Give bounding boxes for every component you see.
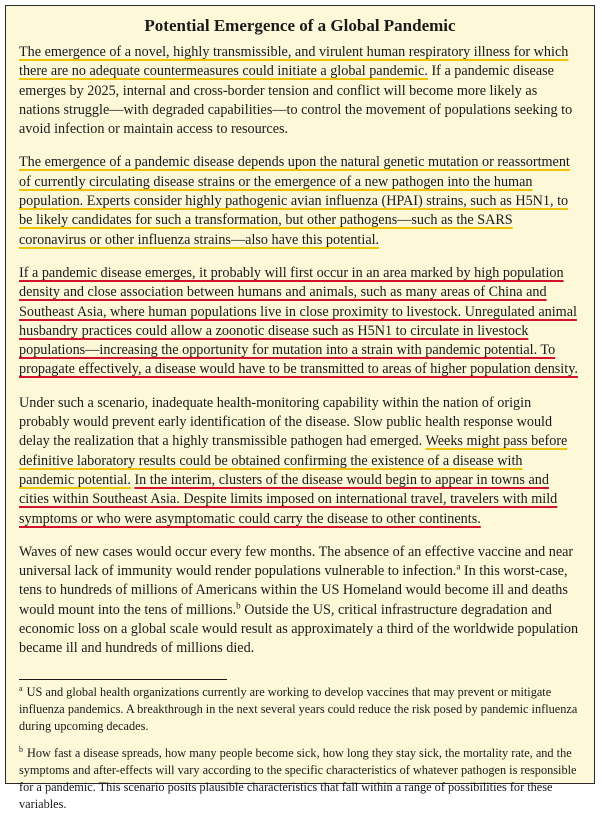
footnote-mark: b [19, 744, 23, 754]
footnote-divider [19, 679, 227, 680]
document-body [19, 43, 581, 659]
body-text: Under such a scenario, inadequate health-monitoring capability within the nation of origin probably would prevent early identification of the disease. Slow public health response would delay the realization that a highly transmissible pathogen had emerged. [19, 394, 553, 450]
footnote [19, 745, 581, 813]
footnote [19, 684, 581, 735]
body-text: Waves of new cases would occur every few months. The absence of an effective vaccine and near universal lack of immunity would render populations vulnerable to infection. [19, 543, 574, 580]
body-text: Outside the US, critical infrastructure degradation and economic loss on a global scale would result as approximately a third of the worldwide population became ill and hundreds of millions died. [19, 601, 579, 657]
footnote-mark: a [19, 683, 23, 693]
highlighted-text-red: In the interim, clusters of the disease would begin to appear in towns and cities within Southeast Asia. Despite limits imposed on international travel, travelers with mild symptoms or who were asymptomatic could carry the disease to other continents. [19, 471, 558, 527]
footnote-text: US and global health organizations currently are working to develop vaccines that may prevent or mitigate influenza pandemics. A breakthrough in the next several years could reduce the risk posed by pandemic influenza during upcoming decades. [19, 684, 578, 733]
page-title: Potential Emergence of a Global Pandemic [144, 16, 456, 35]
highlighted-text-red: If a pandemic disease emerges, it probably will first occur in an area marked by high population density and close association between humans and animals, such as many areas of China and Southeast Asia, where human populations live in close proximity to livestock. Unregulated animal husbandry practices could allow a zoonotic disease such as H5N1 to circulate in livestock populations—increasing the opportunity for mutation into a strain with pandemic potential. To propagate effectively, a disease would have to be transmitted to areas of higher population density. [19, 264, 578, 378]
footnote-text: How fast a disease spreads, how many people become sick, how long they stay sick, the mortality rate, and the symptoms and after-effects will vary according to the specific characteristics of whatever pathogen is responsible for a pandemic. This scenario posits plausible characteristics that fall within a range of possibilities for these variables. [19, 745, 577, 811]
footnote-reference: a [456, 561, 461, 572]
paragraph [19, 543, 581, 659]
highlighted-text-yellow: The emergence of a pandemic disease depends upon the natural genetic mutation or reassortment of currently circulating disease strains or the emergence of a new pathogen into the human population. Experts consider highly pathogenic avian influenza (HPAI) strains, such as H5N1, to be likely candidates for such a transformation, but other pathogens—such as the SARS coronavirus or other influenza strains—also have this potential. [19, 154, 570, 248]
paragraph [19, 43, 581, 139]
paragraph [19, 264, 581, 380]
body-text: In this worst-case, tens to hundreds of millions of Americans within the US Homeland would become ill and deaths would mount into the tens of millions. [19, 563, 568, 618]
highlighted-text-yellow: The emergence of a novel, highly transmissible, and virulent human respiratory illness for which there are no adequate countermeasures could initiate a global pandemic. [19, 44, 569, 80]
document-page [5, 5, 595, 811]
footnotes [19, 684, 581, 813]
highlighted-text-yellow: Weeks might pass before definitive laboratory results could be obtained confirming the existence of a disease with pandemic potential. [19, 433, 568, 488]
paragraph [19, 153, 581, 249]
footnote-reference: b [236, 599, 241, 610]
body-text: If a pandemic disease emerges by 2025, internal and cross-border tension and conflict will become more likely as nations struggle—with degraded capabilities—to control the movement of populations seeking to avoid infection or maintain access to resources. [19, 63, 573, 138]
paragraph [19, 394, 581, 529]
